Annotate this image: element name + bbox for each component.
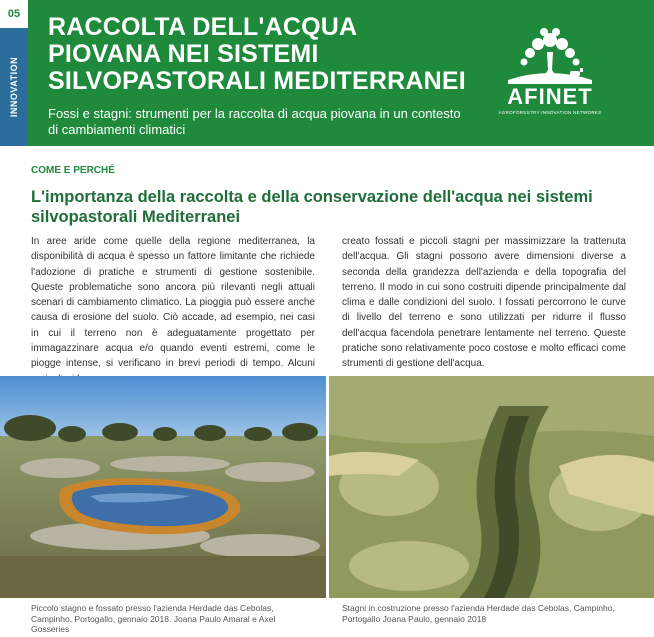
logo-tagline: AGROFORESTRY INNOVATION NETWORKS [498, 110, 602, 115]
page-number: 05 [0, 0, 28, 28]
section-kicker: COME E PERCHÉ [31, 165, 115, 176]
article-column-right: creato fossati e piccoli stagni per massimizzare la trattenuta dell'acqua. Gli stagni possono avere dimensioni diverse a seconda della grandezza dell'azienda e della topografia del terreno. Il modo in cui sono costruiti dipende principalmente dal clima e dalle condizioni del suolo. I fossati percorrono le curve di livello del terreno e sono utilizzati per ridurre il flusso dell'acqua facendola penetrare lentamente nel terreno. Queste pratiche sono relativamente poco costose e molto efficaci come strumenti di gestione dell'acqua. [342, 236, 626, 370]
photo-caption-right: Stagni in costruzione presso l'azienda Herdade das Cebolas, Campinho, Portogallo Joana Paulo, gennaio 2018 [342, 603, 615, 624]
photo-caption-left: Piccolo stagno e fossato presso l'azienda Herdade das Cebolas, Campinho, Portogallo, gennaio 2018. Joana Paulo Amaral e Axel Gosseries [31, 603, 276, 634]
page-title: RACCOLTA DELL'ACQUA PIOVANA NEI SISTEMI SILVOPASTORALI MEDITERRANEI [48, 13, 466, 95]
header-banner [28, 0, 654, 146]
page-subtitle: Fossi e stagni: strumenti per la raccolta di acqua piovana in un contesto di cambiamenti climatici [48, 106, 461, 137]
article-title: L'importanza della raccolta e della conservazione dell'acqua nei sistemi silvopastorali Mediterranei [31, 188, 593, 226]
article-column-left: In aree aride come quelle della regione mediterranea, la disponibilità di acqua è spesso un fattore limitante che richiede l'adozione di pratiche e strumenti di gestione sostenibile. Queste problematiche sono ancora più rilevanti negli attuali scenari di cambiamento climatico. La pioggia può essere anche causa di erosione del suolo. Ciò accade, ad esempio, nei casi in cui il terreno non è adeguatamente progettato per immagazzinare acqua e/o quando eventi estremi, come le piogge intense, si verificano in brevi periodi di tempo. Alcuni [31, 236, 315, 370]
photo-pond [0, 376, 326, 598]
tree-logo-icon [494, 26, 606, 86]
afinet-logo [494, 26, 606, 122]
photo-ditches [329, 376, 654, 598]
section-band [0, 28, 28, 146]
logo-wordmark: AFINET [507, 84, 593, 109]
section-label: INNOVATION [9, 56, 19, 118]
